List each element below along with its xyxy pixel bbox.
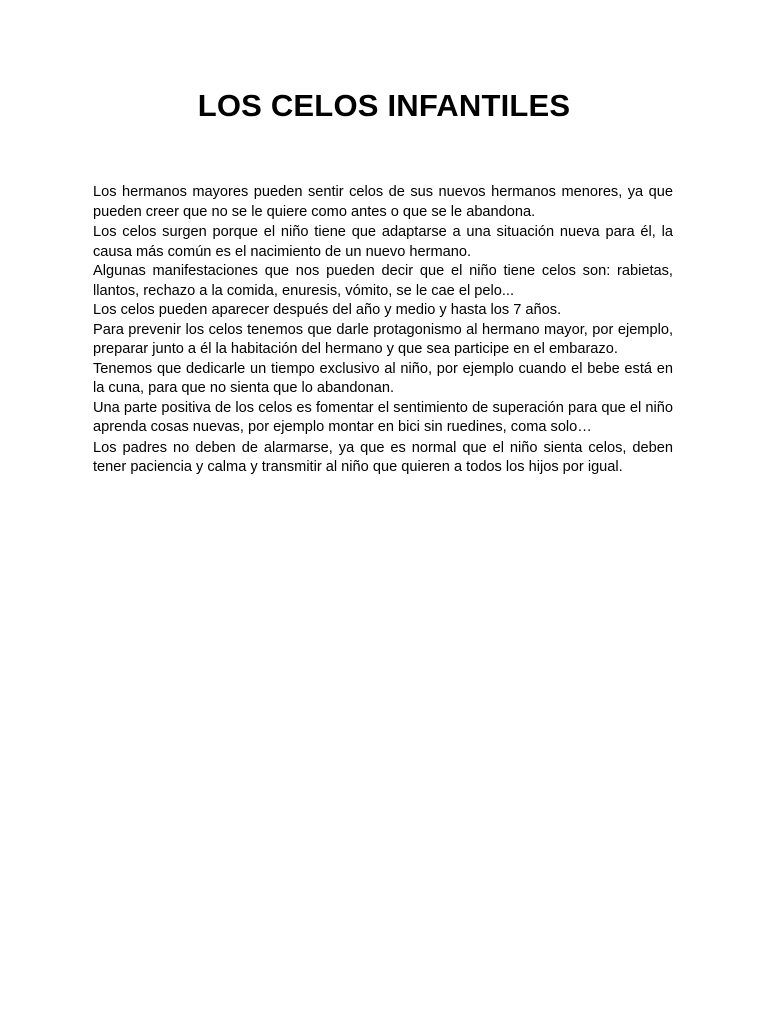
- paragraph-8: Los padres no deben de alarmarse, ya que es normal que el niño sienta celos, deben tener paciencia y calma y transmitir al niño que quieren a todos los hijos por igual.: [93, 439, 673, 475]
- paragraph-2: Los celos surgen porque el niño tiene que adaptarse a una situación nueva para él, la causa más común es el nacimiento de un nuevo hermano.: [93, 224, 673, 260]
- paragraph-4: Los celos pueden aparecer después del año y medio y hasta los 7 años.: [93, 302, 562, 318]
- paragraph-5: Para prevenir los celos tenemos que darle protagonismo al hermano mayor, por ejemplo, preparar junto a él la habitación del hermano y que sea participe en el embarazo.: [93, 321, 673, 357]
- paragraph-1: Los hermanos mayores pueden sentir celos de sus nuevos hermanos menores, ya que pueden creer que no se le quiere como antes o que se le abandona.: [93, 184, 673, 220]
- paragraph-7: Una parte positiva de los celos es fomentar el sentimiento de superación para que el niño aprenda cosas nuevas, por ejemplo montar en bici sin ruedines, coma solo…: [93, 399, 673, 435]
- paragraph-6: Tenemos que dedicarle un tiempo exclusivo al niño, por ejemplo cuando el bebe está en la cuna, para que no sienta que lo abandonan.: [93, 360, 673, 396]
- document-body: [93, 182, 673, 478]
- document-title: LOS CELOS INFANTILES: [197, 88, 571, 123]
- paragraph-3: Algunas manifestaciones que nos pueden decir que el niño tiene celos son: rabietas, llantos, rechazo a la comida, enuresis, vómito, se le cae el pelo...: [93, 263, 673, 299]
